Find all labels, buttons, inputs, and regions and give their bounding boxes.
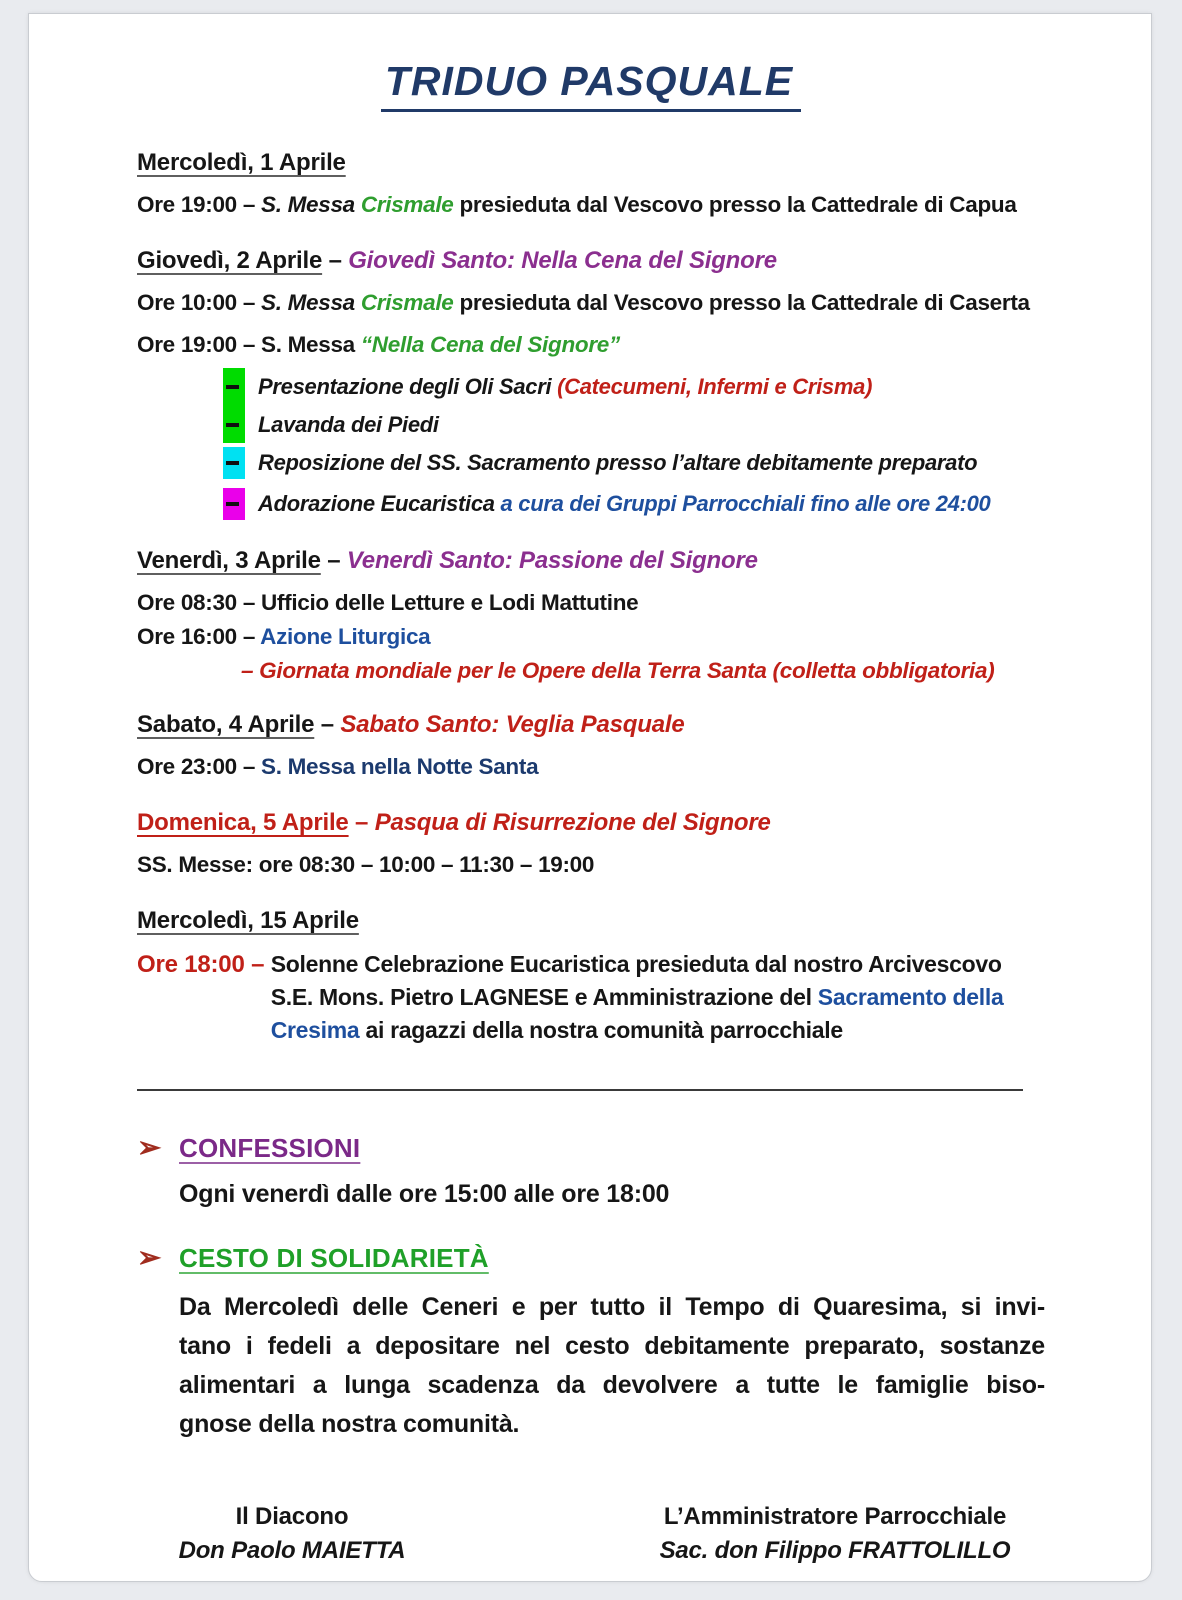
day5-event-line: SS. Messe: ore 08:30 – 10:00 – 11:30 – 19:00 [137,852,595,877]
day3-subtitle: Venerdì Santo: Passione del Signore [346,547,758,574]
signatures [137,1500,1045,1568]
day1-messa: S. Messa [260,192,361,217]
signature-left [137,1500,447,1568]
bullet1-main: Presentazione degli Oli Sacri [258,374,558,399]
title-wrap [137,58,1045,112]
bullet-row [223,368,1045,406]
highlight-dash-green-icon [223,368,245,406]
highlight-dash-magenta-icon [223,488,245,520]
day3-time2: Ore 16:00 – [137,624,261,649]
day2-dash: – [322,247,349,274]
day6-line3 [271,1014,1004,1047]
day3-note-line: – Giornata mondiale per le Opere della Terra Santa (colletta obbligatoria) [241,658,995,683]
day1-rest: presieduta dal Vescovo presso la Cattedrale di Capua [453,192,1017,217]
day1-event-line [137,190,1045,220]
paragraph-line: Da Mercoledì delle Ceneri e per tutto il Tempo di Quaresima, si invi- [179,1293,1045,1321]
day2-crismale: Crismale [360,290,454,315]
paragraph-line: alimentari a lunga scadenza da devolvere a tutte le famiglie biso- [179,1371,1045,1399]
signature-right-role: L’Amministratore Parrocchiale [663,1503,1007,1530]
signature-left-name: Don Paolo MAIETTA [178,1537,406,1564]
day2-event2-line [137,330,1045,360]
signature-left-role: Il Diacono [235,1503,349,1530]
day5-date: Domenica, 5 Aprile [137,809,349,836]
highlight-dash-cyan-icon [223,447,245,479]
cesto-heading-row [137,1243,1045,1274]
day6-date: Mercoledì, 15 Aprile [137,907,359,934]
day6-line3b: ai ragazzi della nostra comunità parrocchiale [359,1017,843,1043]
highlight-dash-green-icon [223,406,245,443]
day2-time1: Ore 10:00 – [137,290,261,315]
day2-rest: presieduta dal Vescovo presso la Cattedrale di Caserta [453,290,1030,315]
day6-line2b: Sacramento della [817,984,1004,1010]
day2-date-line [137,246,1045,276]
day4-messa: S. Messa nella Notte Santa [260,754,539,779]
day2-subtitle: Giovedì Santo: Nella Cena del Signore [348,247,777,274]
day3-date-line [137,546,1045,576]
arrow-bullet-icon: ➢ [137,1242,162,1274]
day4-time: Ore 23:00 – [137,754,261,779]
arrow-bullet-icon: ➢ [137,1132,162,1164]
day2-event1-line [137,288,1045,318]
day2-date: Giovedì, 2 Aprile [137,247,323,274]
bullet-text [258,491,990,517]
document-content [29,14,1151,1568]
day6-line2 [271,981,1004,1014]
cesto-heading: CESTO DI SOLIDARIETÀ [179,1243,489,1273]
paragraph-line: tano i fedeli a depositare nel cesto debitamente preparato, sostanze [179,1332,1045,1360]
day1-date-line [137,148,1045,178]
signature-right-name: Sac. don Filippo FRATTOLILLO [659,1537,1011,1564]
day3-liturgia: Azione Liturgica [260,624,431,649]
signature-right [645,1500,1025,1568]
day2-time2: Ore 19:00 – S. Messa [137,332,361,357]
day3-dash: – [320,547,347,574]
day6-line1: Solenne Celebrazione Eucaristica presieduta dal nostro Arcivescovo [270,951,1002,977]
day6-time: Ore 18:00 – [137,951,271,978]
day5-subtitle: Pasqua di Risurrezione del Signore [374,809,771,836]
bullet-row [223,486,1045,522]
confessioni-heading: CONFESSIONI [179,1133,361,1163]
day5-date-line [137,808,1045,838]
bullet-text [258,374,872,400]
day2-quoted: “Nella Cena del Signore” [360,332,620,357]
day3-date: Venerdì, 3 Aprile [137,547,321,574]
separator-line [137,1089,1023,1091]
day2-bullet-list [223,368,1045,522]
confessioni-body: Ogni venerdì dalle ore 15:00 alle ore 18:00 [179,1180,670,1208]
page-title: TRIDUO PASQUALE [381,58,801,112]
cesto-paragraph [179,1288,1045,1444]
day4-dash: – [314,711,341,738]
day3-event2-line [137,622,1045,652]
confessioni-heading-row [137,1133,1045,1164]
day1-crismale: Crismale [360,192,454,217]
day4-date: Sabato, 4 Aprile [137,711,315,738]
day6-line3a: Cresima [270,1017,360,1043]
day2-messa: S. Messa [260,290,361,315]
day6-event-text [271,948,1004,1047]
day1-date: Mercoledì, 1 Aprile [137,149,346,176]
bullet-row [223,445,1045,481]
day6-date-line [137,906,1045,936]
day1-time: Ore 19:00 – [137,192,261,217]
paragraph-line: gnose della nostra comunità. [179,1410,520,1438]
day4-event-line [137,752,1045,782]
day4-subtitle: Sabato Santo: Veglia Pasquale [340,711,685,738]
bullet1-paren: (Catecumeni, Infermi e Crisma) [557,374,873,399]
bullet4-main: Adorazione Eucaristica [258,491,501,516]
bullet-row [223,406,1045,443]
bullet-text: Reposizione del SS. Sacramento presso l’altare debitamente preparato [258,450,978,475]
bullet4-blue: a cura dei Gruppi Parrocchiali fino alle ore 24:00 [500,491,991,516]
day6-event-block [137,948,1045,1047]
day5-dash: – [348,809,375,836]
document-page [28,13,1152,1582]
bullet-text: Lavanda dei Piedi [258,411,439,437]
day4-date-line [137,710,1045,740]
day6-line2a: S.E. Mons. Pietro LAGNESE e Amministrazione del [270,984,818,1010]
day3-event1-line: Ore 08:30 – Ufficio delle Letture e Lodi Mattutine [137,590,639,615]
